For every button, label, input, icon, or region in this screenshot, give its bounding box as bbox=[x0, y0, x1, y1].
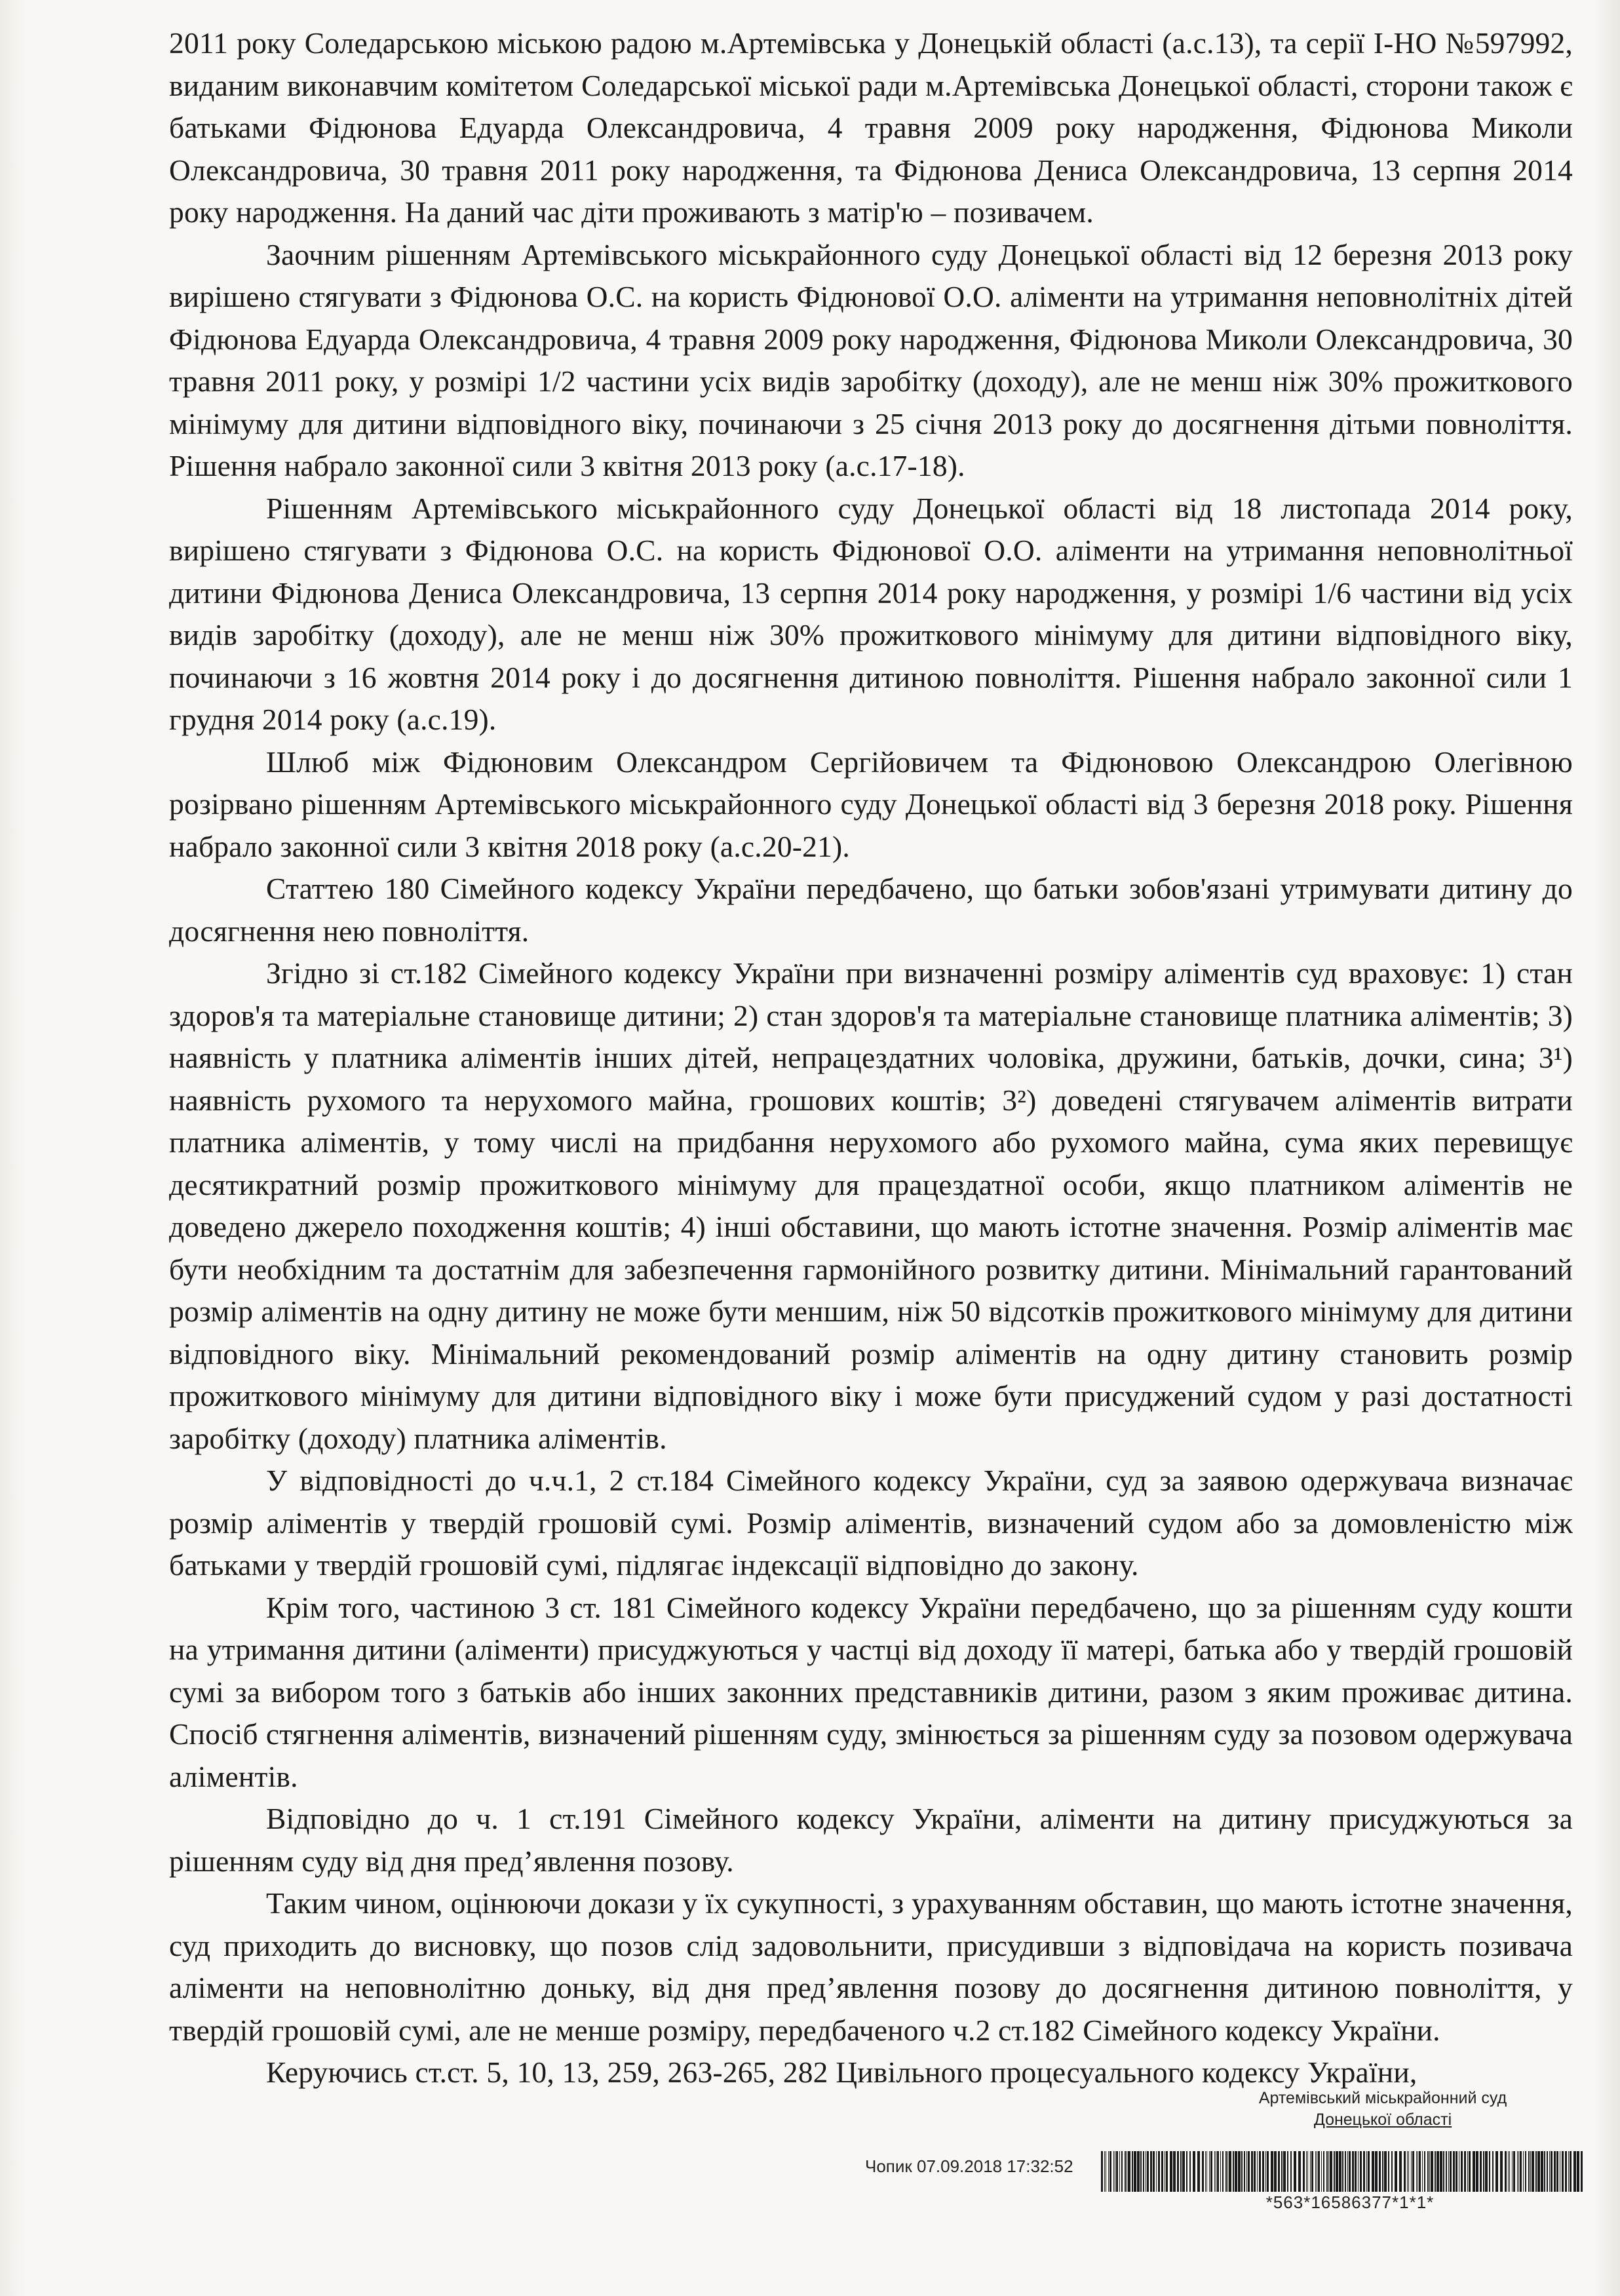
paragraph: Рішенням Артемівського міськрайонного суду Донецької області від 18 листопада 2014 року, вирішено стягувати з Фідюнова О.С. на користь Фідюнової О.О. аліменти на утримання неповнолітньої дитини Фідюнова Дениса Олександровича, 13 серпня 2014 року народження, у розмірі 1/6 частини від усіх видів заробітку (доходу), але не менш ніж 30% прожиткового мінімуму для дитини відповідного віку, починаючи з 16 жовтня 2014 року і до досягнення дитиною повноліття. Рішення набрало законної сили 1 грудня 2014 року (а.с.19). bbox=[169, 491, 1573, 736]
paragraph: Статтею 180 Сімейного кодексу України передбачено, що батьки зобов'язані утримувати дитину до досягнення нею повноліття. bbox=[169, 872, 1573, 948]
paragraph: Шлюб між Фідюновим Олександром Сергійовичем та Фідюновою Олександрою Олегівною розірвано рішенням Артемівського міськрайонного суду Донецької області від 3 березня 2018 року. Рішення набрало законної сили 3 квітня 2018 року (а.с.20-21). bbox=[169, 745, 1573, 863]
paragraph: Крім того, частиною 3 ст. 181 Сімейного кодексу України передбачено, що за рішенням суду кошти на утримання дитини (аліменти) присуджуються у частці від доходу її матері, батька або у твердій грошовій сумі за вибором того з батьків або інших законних представників дитини, разом з яким проживає дитина. Спосіб стягнення аліментів, визначений рішенням суду, змінюється за рішенням суду за позовом одержувача аліментів. bbox=[169, 1590, 1573, 1793]
stamp-court-name: Артемівський міськрайонний суд bbox=[1258, 2089, 1507, 2107]
document-body bbox=[169, 22, 1573, 2094]
stamp-region: Донецької області bbox=[1313, 2111, 1452, 2129]
paragraph: У відповідності до ч.ч.1, 2 ст.184 Сімейного кодексу України, суд за заявою одержувача визначає розмір аліментів у твердій грошовій сумі. Розмір аліментів, визначений судом або за домовленістю між батьками у твердій грошовій сумі, підлягає індексації відповідно до закону. bbox=[169, 1464, 1573, 1582]
court-stamp bbox=[1199, 2088, 1566, 2131]
registration-row bbox=[865, 2151, 1586, 2197]
paragraph: 2011 року Соледарською міською радою м.Артемівська у Донецькій області (а.с.13), та серії І-НО №597992, виданим виконавчим комітетом Соледарської міської ради м.Артемівська Донецької області, сторони також є батьками Фідюнова Едуарда Олександровича, 4 травня 2009 року народження, Фідюнова Миколи Олександровича, 30 травня 2011 року народження, та Фідюнова Дениса Олександровича, 13 серпня 2014 року народження. На даний час діти проживають з матір'ю – позивачем. bbox=[169, 26, 1573, 229]
barcode-image bbox=[1101, 2151, 1586, 2192]
paragraph: Таким чином, оцінюючи докази у їх сукупності, з урахуванням обставин, що мають істотне значення, суд приходить до висновку, що позов слід задовольнити, присудивши з відповідача на користь позивача аліменти на неповнолітню доньку, від дня пред’явлення позову до досягнення дитиною повноліття, у твердій грошовій сумі, але не менше розміру, передбаченого ч.2 ст.182 Сімейного кодексу України. bbox=[169, 1886, 1573, 2047]
paragraph: Керуючись ст.ст. 5, 10, 13, 259, 263-265, 282 Цивільного процесуального кодексу України, bbox=[266, 2055, 1418, 2089]
barcode-number: *563*16586377*1*1* bbox=[1265, 2192, 1435, 2212]
paragraph: Згідно зі ст.182 Сімейного кодексу України при визначенні розміру аліментів суд враховує: 1) стан здоров'я та матеріальне становище дитини; 2) стан здоров'я та матеріальне становище платника аліментів; 3) наявність у платника аліментів інших дітей, непрацездатних чоловіка, дружини, батьків, дочки, сина; 3¹) наявність рухомого та нерухомого майна, грошових коштів; 3²) доведені стягувачем аліментів витрати платника аліментів, у тому числі на придбання нерухомого або рухомого майна, сума яких перевищує десятикратний розмір прожиткового мінімуму для працездатної особи, якщо платником аліментів не доведено джерело походження коштів; 4) інші обставини, що мають істотне значення. Розмір аліментів має бути необхідним та достатнім для забезпечення гармонійного розвитку дитини. Мінімальний гарантований розмір аліментів на одну дитину не може бути меншим, ніж 50 відсотків прожиткового мінімуму для дитини відповідного віку. Мінімальний рекомендований розмір аліментів на одну дитину становить розмір прожиткового мінімуму для дитини відповідного віку і може бути присуджений судом у разі достатності заробітку (доходу) платника аліментів. bbox=[169, 956, 1573, 1455]
paragraph: Відповідно до ч. 1 ст.191 Сімейного кодексу України, аліменти на дитину присуджуються за рішенням суду від дня пред’явлення позову. bbox=[169, 1802, 1573, 1878]
paragraph: Заочним рішенням Артемівського міськрайонного суду Донецької області від 12 березня 2013 року вирішено стягувати з Фідюнова О.С. на користь Фідюнової О.О. аліменти на утримання неповнолітніх дітей Фідюнова Едуарда Олександровича, 4 травня 2009 року народження, Фідюнова Миколи Олександровича, 30 травня 2011 року, у розмірі 1/2 частини усіх видів заробітку (доходу), але не менш ніж 30% прожиткового мінімуму для дитини відповідного віку, починаючи з 25 січня 2013 року до досягнення дітьми повноліття. Рішення набрало законної сили 3 квітня 2013 року (а.с.17-18). bbox=[169, 237, 1573, 482]
clerk-timestamp: Чопик 07.09.2018 17:32:52 bbox=[865, 2156, 1073, 2176]
